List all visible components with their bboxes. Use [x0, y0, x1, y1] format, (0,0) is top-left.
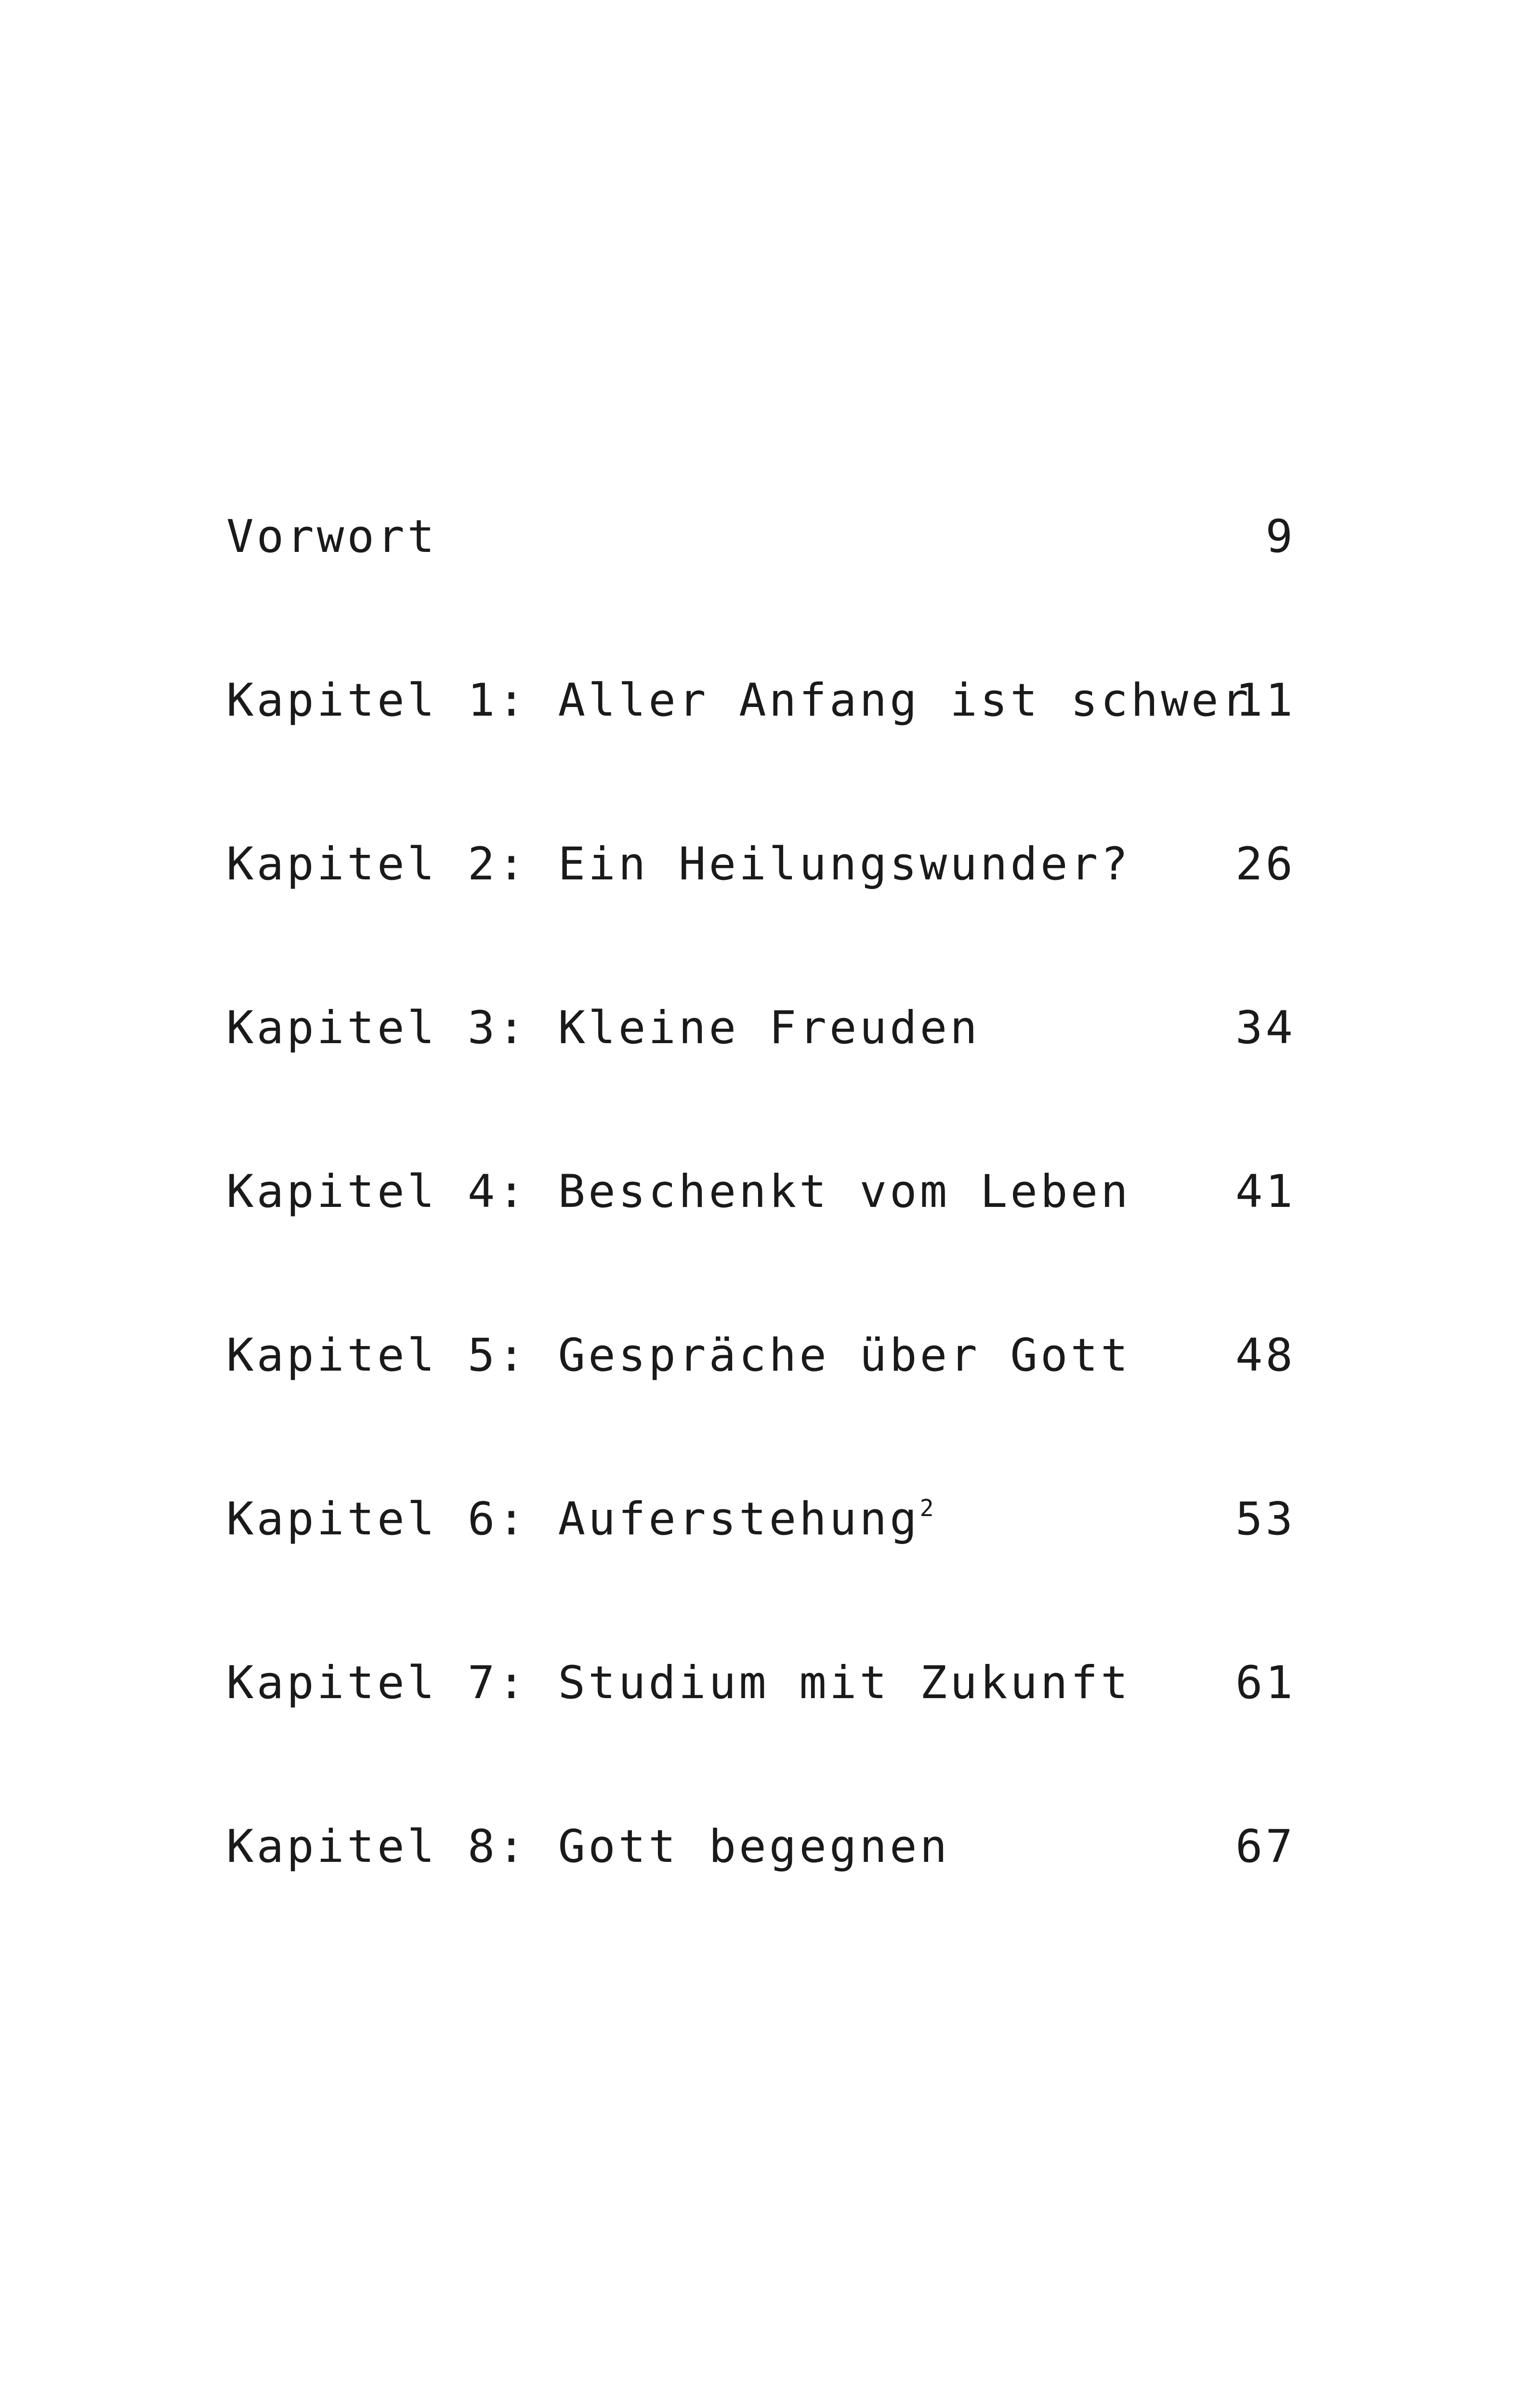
- toc-entry-title-text: Kapitel 6: Auferstehung: [226, 1493, 920, 1545]
- toc-entry-kapitel-5: [226, 1324, 1296, 1387]
- toc-entry-page-number: 34: [1235, 1002, 1296, 1054]
- toc-entry-kapitel-6: [226, 1488, 1296, 1551]
- toc-entry-title: [226, 1488, 934, 1551]
- toc-entry-page-number: 61: [1235, 1657, 1296, 1709]
- toc-entry-page-number: 48: [1235, 1329, 1296, 1382]
- toc-entry-page-number: 9: [1265, 510, 1296, 563]
- toc-entry-title: Vorwort: [226, 510, 438, 563]
- toc-entry-title: Kapitel 2: Ein Heilungswunder?: [226, 838, 1131, 890]
- toc-entry-title: Kapitel 8: Gott begegnen: [226, 1820, 950, 1873]
- toc-entry-title: Kapitel 1: Aller Anfang ist schwer: [226, 674, 1252, 727]
- toc-entry-page-number: 53: [1235, 1493, 1296, 1545]
- toc-entry-kapitel-8: [226, 1816, 1296, 1878]
- toc-entry-title: Kapitel 5: Gespräche über Gott: [226, 1329, 1131, 1382]
- toc-entry-title-superscript: 2: [919, 1495, 934, 1522]
- toc-entry-kapitel-1: [226, 669, 1296, 732]
- toc-entry-kapitel-3: [226, 997, 1296, 1060]
- toc-entry-vorwort: [226, 506, 1296, 568]
- toc-entry-kapitel-4: [226, 1161, 1296, 1223]
- toc-entry-title: Kapitel 7: Studium mit Zukunft: [226, 1657, 1131, 1709]
- toc-entry-page-number: 26: [1235, 838, 1296, 890]
- toc-entry-page-number: 41: [1235, 1165, 1296, 1218]
- toc-entry-title: Kapitel 3: Kleine Freuden: [226, 1002, 980, 1054]
- toc-entry-page-number: 67: [1235, 1820, 1296, 1873]
- toc-entry-page-number: 11: [1235, 674, 1296, 727]
- toc-entry-kapitel-7: [226, 1652, 1296, 1714]
- toc-entry-title: Kapitel 4: Beschenkt vom Leben: [226, 1165, 1131, 1218]
- toc-entry-kapitel-2: [226, 833, 1296, 896]
